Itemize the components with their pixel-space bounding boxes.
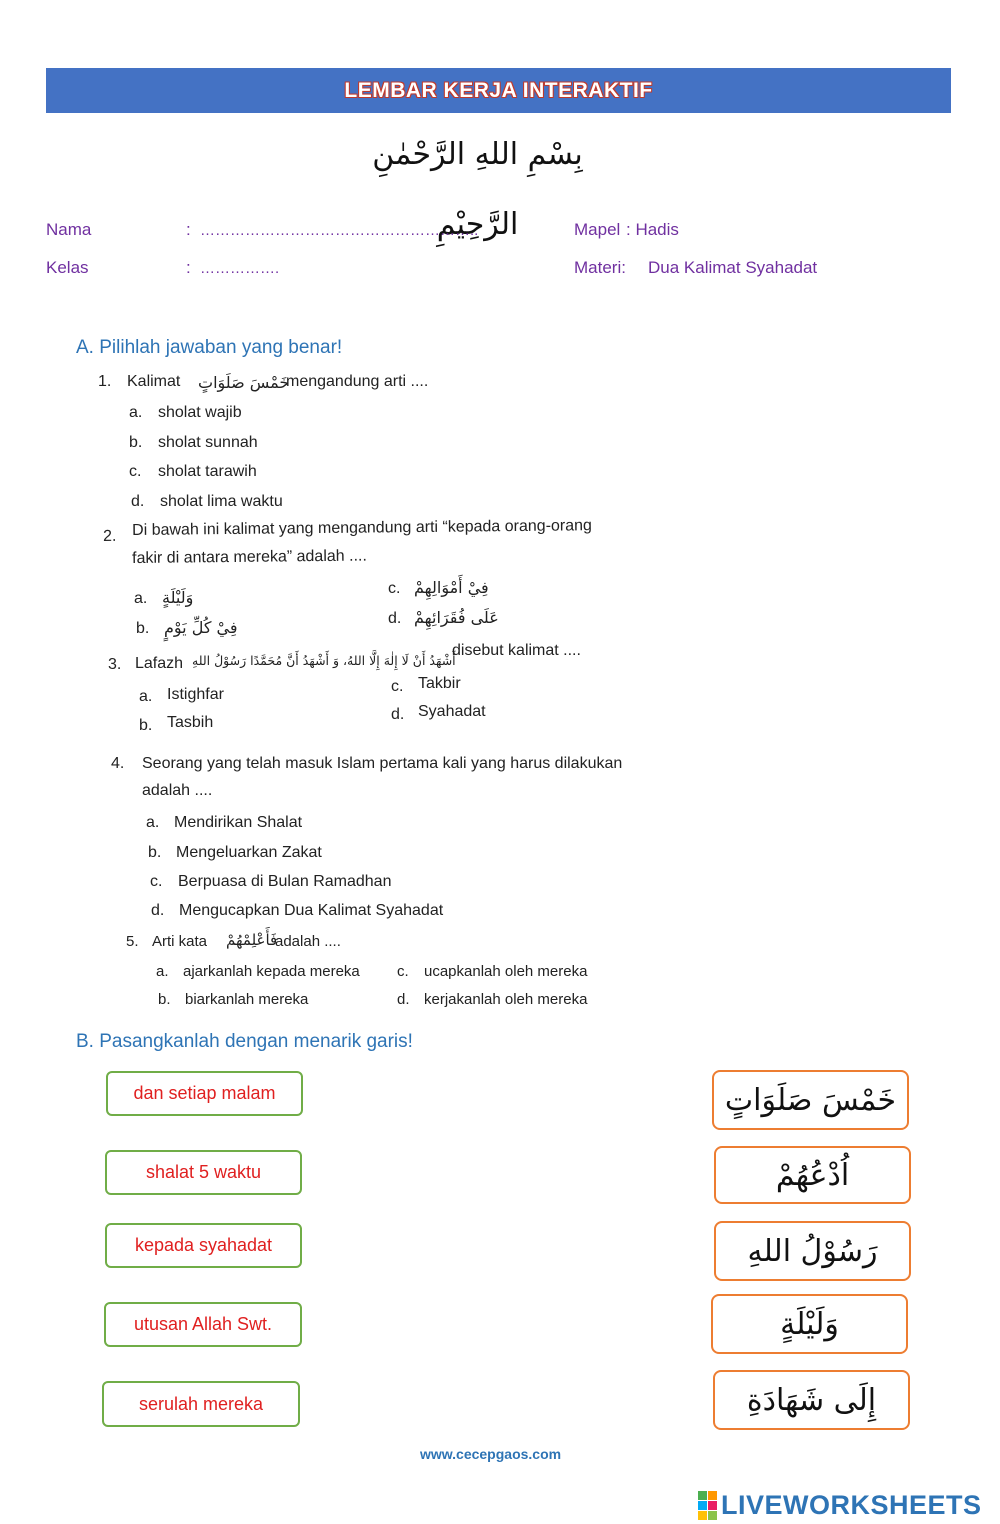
kelas-colon: : <box>186 258 191 277</box>
q2-line1: Di bawah ini kalimat yang mengandung arti “kepada orang-orang <box>132 517 592 539</box>
q4-option-d[interactable]: Mengucapkan Dua Kalimat Syahadat <box>179 902 444 919</box>
mapel-label: Mapel <box>574 220 621 239</box>
q2-option-d[interactable]: عَلَى فُقَرَائِهِمْ <box>414 608 499 627</box>
mapel-value: : Hadis <box>626 220 679 239</box>
q2-option-c-label: c. <box>388 580 401 597</box>
q5-option-d[interactable]: kerjakanlah oleh mereka <box>424 991 588 1008</box>
q4-option-c[interactable]: Berpuasa di Bulan Ramadhan <box>178 873 392 890</box>
match-right-5[interactable]: إِلَى شَهَادَةِ <box>713 1370 910 1430</box>
q3-option-d[interactable]: Syahadat <box>418 703 486 720</box>
q5-option-b-label: b. <box>158 991 171 1008</box>
q1-option-d[interactable]: sholat lima waktu <box>160 493 283 510</box>
q2-option-a-label: a. <box>134 590 148 607</box>
q5-option-c[interactable]: ucapkanlah oleh mereka <box>424 963 588 980</box>
section-b-title: B. Pasangkanlah dengan menarik garis! <box>76 1031 413 1052</box>
q2-option-d-label: d. <box>388 610 402 627</box>
q3-option-d-label: d. <box>391 706 405 723</box>
q3-option-c-label: c. <box>391 678 404 695</box>
q1-text-before: Kalimat <box>127 373 181 390</box>
q1-option-a[interactable]: sholat wajib <box>158 404 242 421</box>
q1-option-c[interactable]: sholat tarawih <box>158 463 257 480</box>
match-left-1[interactable]: dan setiap malam <box>106 1071 303 1116</box>
match-left-2[interactable]: shalat 5 waktu <box>105 1150 302 1195</box>
match-right-1[interactable]: خَمْسَ صَلَوَاتٍ <box>712 1070 909 1130</box>
q3-option-b-label: b. <box>139 717 153 734</box>
match-right-2[interactable]: اُدْعُهُمْ <box>714 1146 911 1204</box>
q1-option-d-label: d. <box>131 493 145 510</box>
worksheet-title-banner: LEMBAR KERJA INTERAKTIF <box>46 68 951 113</box>
basmalah-calligraphy: بِسْمِ اللهِ الرَّحْمٰنِ الرَّحِيْمِ <box>372 137 583 242</box>
q4-option-a-label: a. <box>146 814 160 831</box>
q4-line1: Seorang yang telah masuk Islam pertama kali yang harus dilakukan <box>142 755 623 772</box>
match-left-4[interactable]: utusan Allah Swt. <box>104 1302 302 1347</box>
q2-option-b-label: b. <box>136 620 150 637</box>
nama-label: Nama <box>46 220 92 239</box>
q2-line2: fakir di antara mereka” adalah .... <box>132 547 367 567</box>
q5-text-after: adalah .... <box>275 933 341 950</box>
q4-option-c-label: c. <box>150 873 163 890</box>
q4-option-b[interactable]: Mengeluarkan Zakat <box>176 844 322 861</box>
section-a-title: A. Pilihlah jawaban yang benar! <box>76 337 343 358</box>
q2-number: 2. <box>103 527 117 545</box>
q1-option-b-label: b. <box>129 434 143 451</box>
nama-field[interactable]: ……………………………………………….. <box>200 222 479 239</box>
q3-option-c[interactable]: Takbir <box>418 675 461 692</box>
q4-option-d-label: d. <box>151 902 165 919</box>
q5-number: 5. <box>126 933 139 950</box>
q4-number: 4. <box>111 755 125 772</box>
q2-option-a[interactable]: وَلَيْلَةٍ <box>162 588 194 607</box>
q3-text-before: Lafazh <box>135 655 184 672</box>
q2-option-b[interactable]: فِيْ كُلِّ يَوْمٍ <box>164 618 238 637</box>
q5-option-a-label: a. <box>156 963 169 980</box>
q3-option-b[interactable]: Tasbih <box>167 714 214 731</box>
q1-option-b[interactable]: sholat sunnah <box>158 434 258 451</box>
q3-text-after: disebut kalimat .... <box>452 642 581 659</box>
match-left-5[interactable]: serulah mereka <box>102 1381 300 1427</box>
q5-option-b[interactable]: biarkanlah mereka <box>185 991 309 1008</box>
q1-arabic: خَمْسَ صَلَوَاتٍ <box>198 373 290 392</box>
q5-arabic: فَأَعْلِمْهُمْ <box>226 931 278 949</box>
q5-option-c-label: c. <box>397 963 409 980</box>
footer-url: www.cecepgaos.com <box>420 1446 562 1462</box>
materi-label: Materi: <box>574 258 626 277</box>
q5-option-d-label: d. <box>397 991 410 1008</box>
q1-option-c-label: c. <box>129 463 142 480</box>
materi-value: Dua Kalimat Syahadat <box>648 258 818 277</box>
match-left-3[interactable]: kepada syahadat <box>105 1223 302 1268</box>
q2-option-c[interactable]: فِيْ أَمْوَالِهِمْ <box>414 578 489 597</box>
q5-text-before: Arti kata <box>152 933 208 950</box>
q3-arabic: أَشْهَدُ أَنْ لَا إِلٰهَ إِلَّا اللهُ، وَ أَشْهَدُ أَنَّ مُحَمَّدًا رَسُوْلُ اللهِ <box>192 653 456 668</box>
liveworksheets-logo <box>698 1490 982 1520</box>
liveworksheets-icon <box>698 1491 717 1520</box>
q4-option-b-label: b. <box>148 844 162 861</box>
match-right-4[interactable]: وَلَيْلَةٍ <box>711 1294 908 1354</box>
nama-colon: : <box>186 220 191 239</box>
q1-number: 1. <box>98 373 112 390</box>
kelas-label: Kelas <box>46 258 89 277</box>
q4-option-a[interactable]: Mendirikan Shalat <box>174 814 303 831</box>
match-right-3[interactable]: رَسُوْلُ اللهِ <box>714 1221 911 1281</box>
liveworksheets-text: LIVEWORKSHEETS <box>721 1489 982 1520</box>
q3-option-a[interactable]: Istighfar <box>167 686 224 703</box>
kelas-field[interactable]: ……………. <box>200 260 280 277</box>
q3-option-a-label: a. <box>139 688 153 705</box>
q5-option-a[interactable]: ajarkanlah kepada mereka <box>183 963 360 980</box>
q3-number: 3. <box>108 656 122 673</box>
q1-text-after: mengandung arti .... <box>286 373 429 390</box>
q1-option-a-label: a. <box>129 404 143 421</box>
q4-line2: adalah .... <box>142 782 213 799</box>
